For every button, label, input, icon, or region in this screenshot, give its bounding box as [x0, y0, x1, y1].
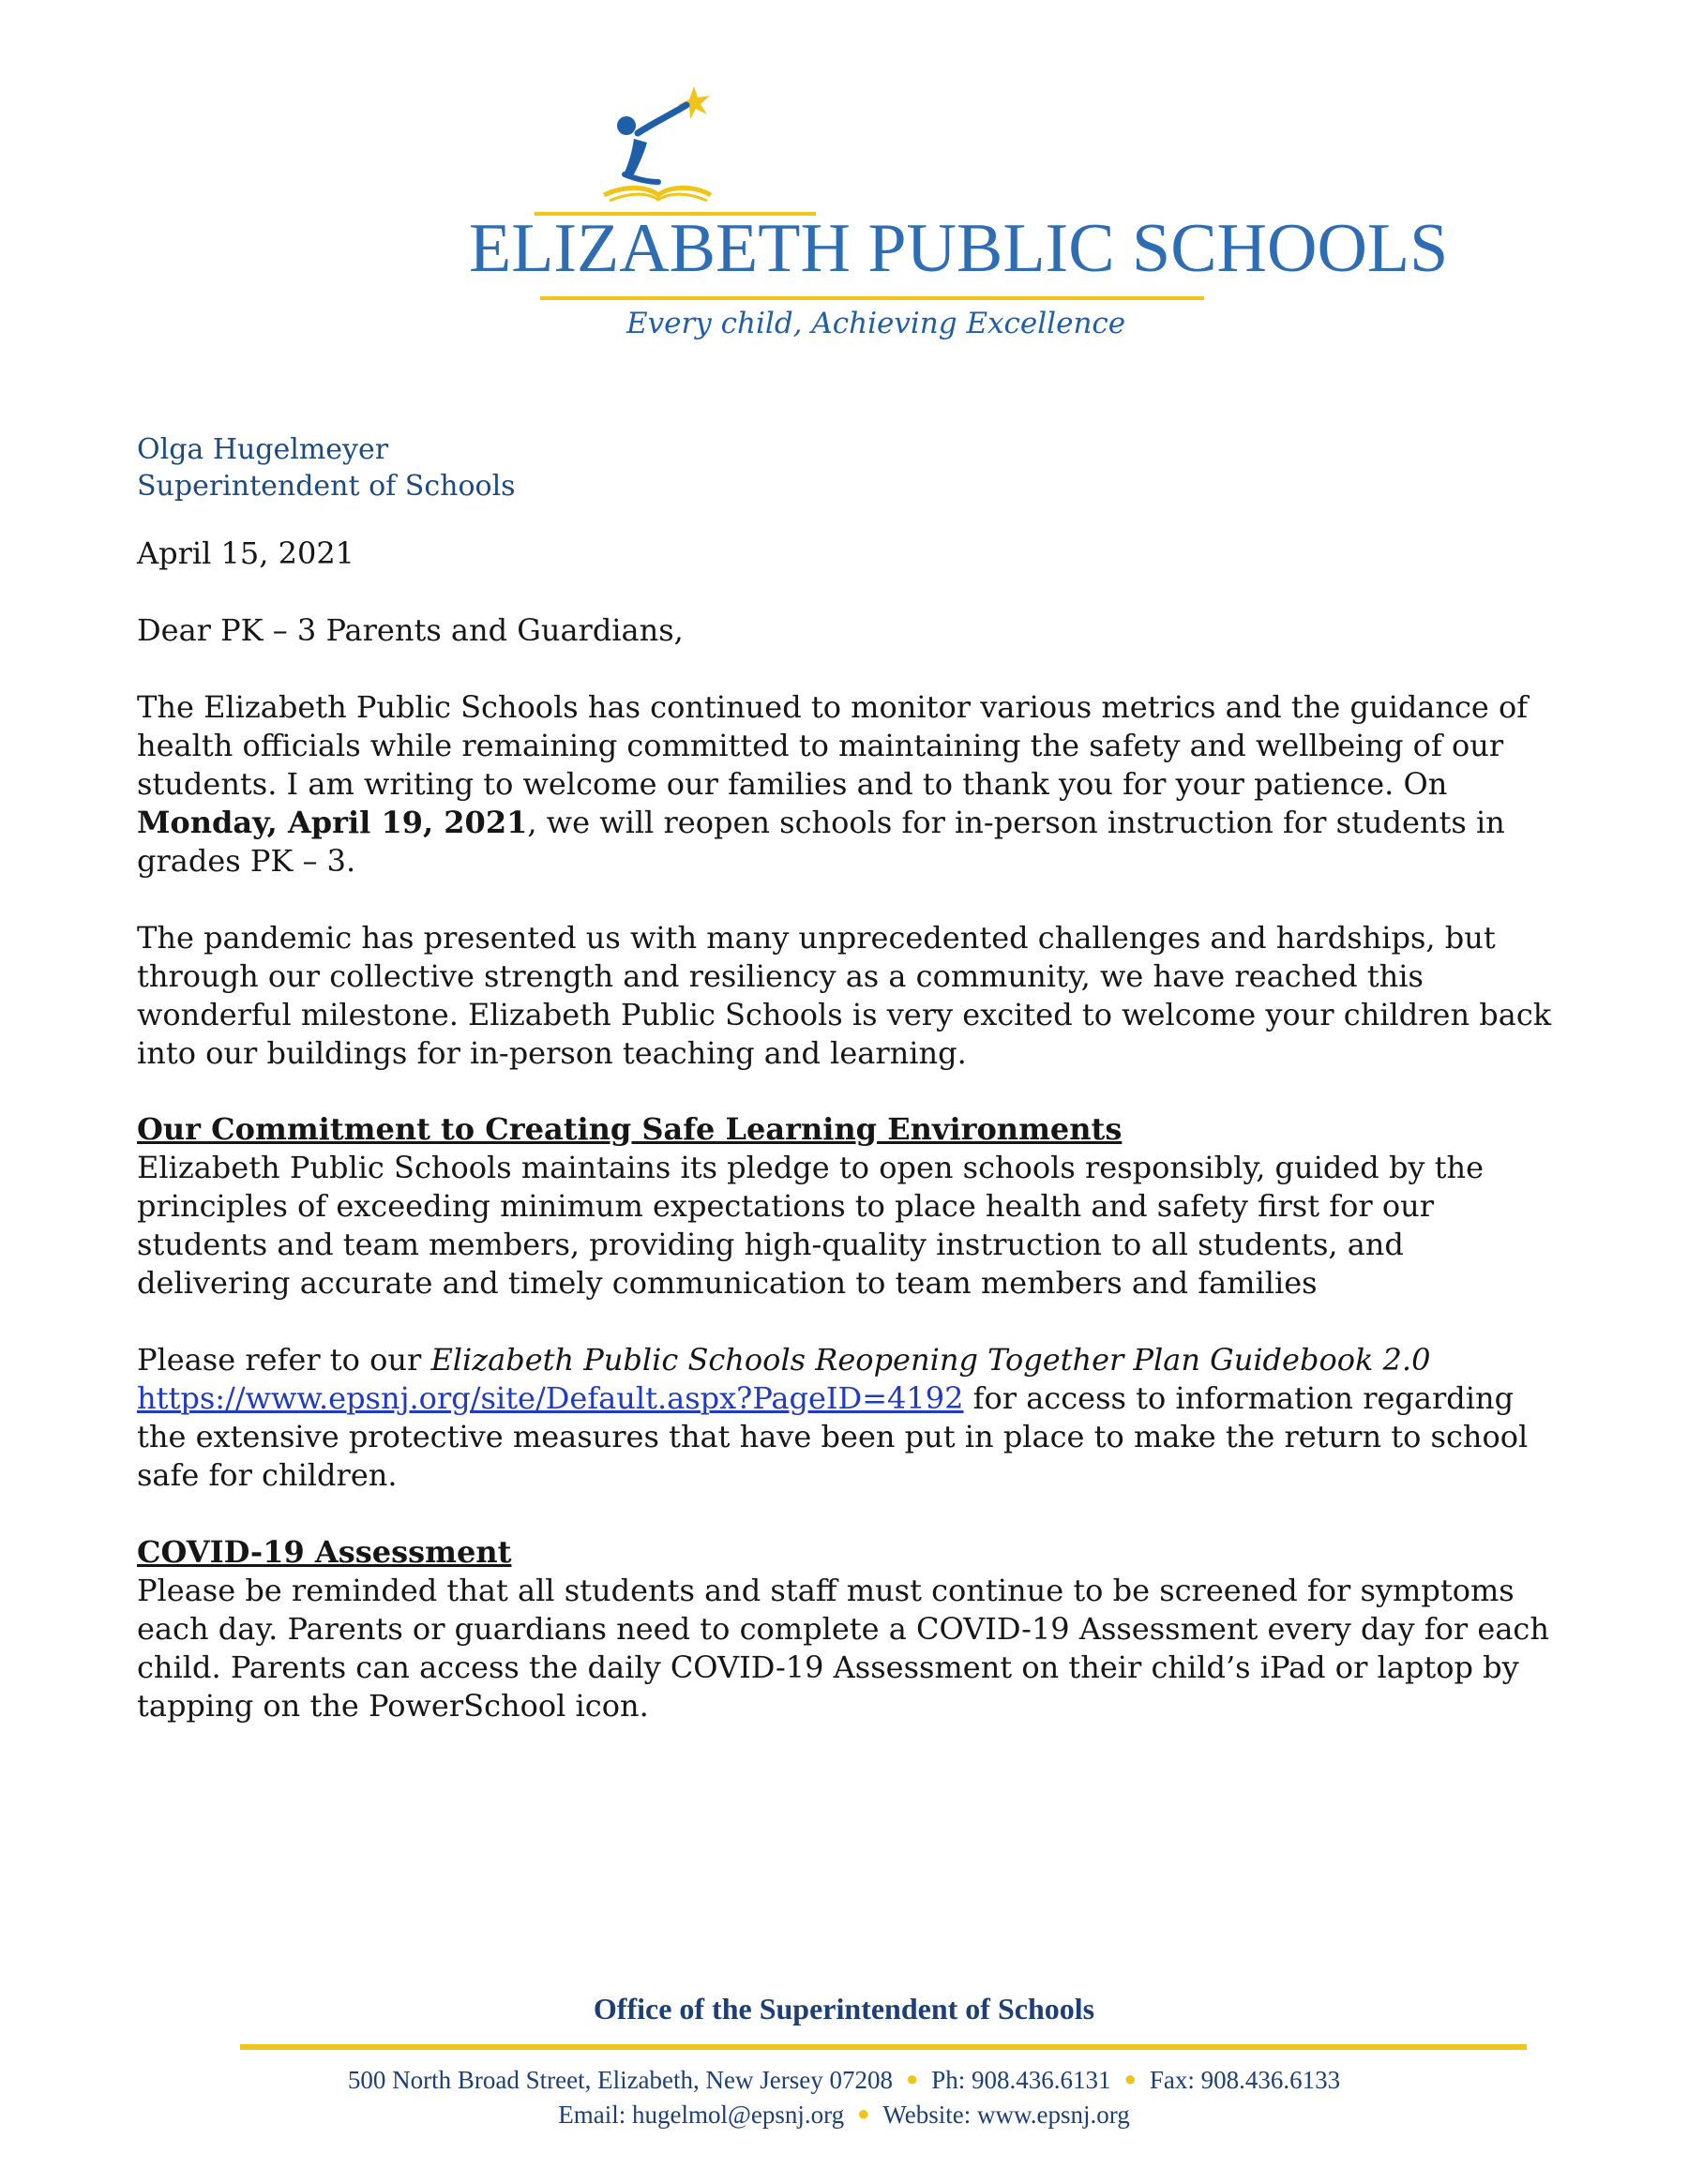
- reopening-date: Monday, April 19, 2021: [137, 805, 528, 840]
- section-heading-covid: COVID-19 Assessment: [137, 1534, 512, 1570]
- salutation: Dear PK – 3 Parents and Guardians,: [137, 612, 684, 648]
- footer-address: 500 North Broad Street, Elizabeth, New Jersey 07208: [347, 2066, 893, 2094]
- sender-block: [137, 431, 516, 505]
- guidebook-link[interactable]: https://www.epsnj.org/site/Default.aspx?PageID=4192: [137, 1380, 964, 1416]
- footer-email: Email: hugelmol@epsnj.org: [558, 2101, 845, 2129]
- letter-date: April 15, 2021: [137, 535, 355, 571]
- footer-phone: Ph: 908.436.6131: [931, 2066, 1111, 2094]
- paragraph-reopening: [137, 688, 1553, 881]
- reaching-child-icon: [600, 84, 713, 202]
- footer-web-line: [0, 2101, 1688, 2130]
- paragraph-covid: Please be reminded that all students and staff must continue to be screened for symptoms each day. Parents or guardians need to complete a COVID-19 Assessment every day for each child. Parents can access the daily COVID-19 Assessment on their child’s iPad or laptop by tapping on the PowerSchool icon.: [137, 1573, 1549, 1724]
- logo-rule-bottom: [540, 296, 1204, 300]
- paragraph-pandemic: The pandemic has presented us with many unprecedented challenges and hardships, but through our collective strength and resiliency as a community, we have reached this wonderful milestone. Elizabeth Public Schools is very excited to welcome your children back into our buildings for in-person teaching and learning.: [137, 920, 1552, 1071]
- bullet-icon: ●: [1123, 2067, 1137, 2090]
- footer-rule: [240, 2044, 1527, 2050]
- bullet-icon: ●: [905, 2067, 919, 2090]
- guidebook-title: Elizabeth Public Schools Reopening Together Plan Guidebook 2.0: [430, 1342, 1431, 1378]
- star-icon: [678, 86, 710, 119]
- district-name: ELIZABETH PUBLIC SCHOOLS: [469, 210, 1449, 287]
- district-logo: [469, 84, 1449, 366]
- guidebook-text: for access to information regarding the extensive protective measures that have been put in place to make the return to school safe for children.: [137, 1380, 1529, 1493]
- paragraph-guidebook: [137, 1341, 1553, 1495]
- paragraph-reopening-text-end: , we will reopen schools for in-person instruction for students in grades PK – 3.: [137, 805, 1505, 879]
- sender-title: Superintendent of Schools: [137, 470, 516, 503]
- paragraph-commitment: Elizabeth Public Schools maintains its pledge to open schools responsibly, guided by the principles of exceeding minimum expectations to place health and safety first for our students and team members, providing high-quality instruction to all students, and delivering accurate and timely communication to team members and families: [137, 1150, 1485, 1301]
- sender-name: Olga Hugelmeyer: [137, 433, 389, 466]
- footer-office-title: Office of the Superintendent of Schools: [593, 1992, 1095, 2026]
- bullet-icon: ●: [857, 2101, 870, 2125]
- footer-contact-line: [0, 2066, 1688, 2095]
- paragraph-reopening-text: The Elizabeth Public Schools has continued to monitor various metrics and the guidance of health officials while remaining committed to maintaining the safety and wellbeing of our students. I am writing to welcome our families and to thank you for your patience. On: [137, 689, 1529, 802]
- footer-fax: Fax: 908.436.6133: [1149, 2066, 1341, 2094]
- district-tagline: Every child, Achieving Excellence: [626, 307, 1126, 340]
- footer-website: Website: www.epsnj.org: [882, 2101, 1130, 2129]
- section-heading-commitment: Our Commitment to Creating Safe Learning Environments: [137, 1111, 1123, 1147]
- guidebook-intro: Please refer to our: [137, 1342, 431, 1378]
